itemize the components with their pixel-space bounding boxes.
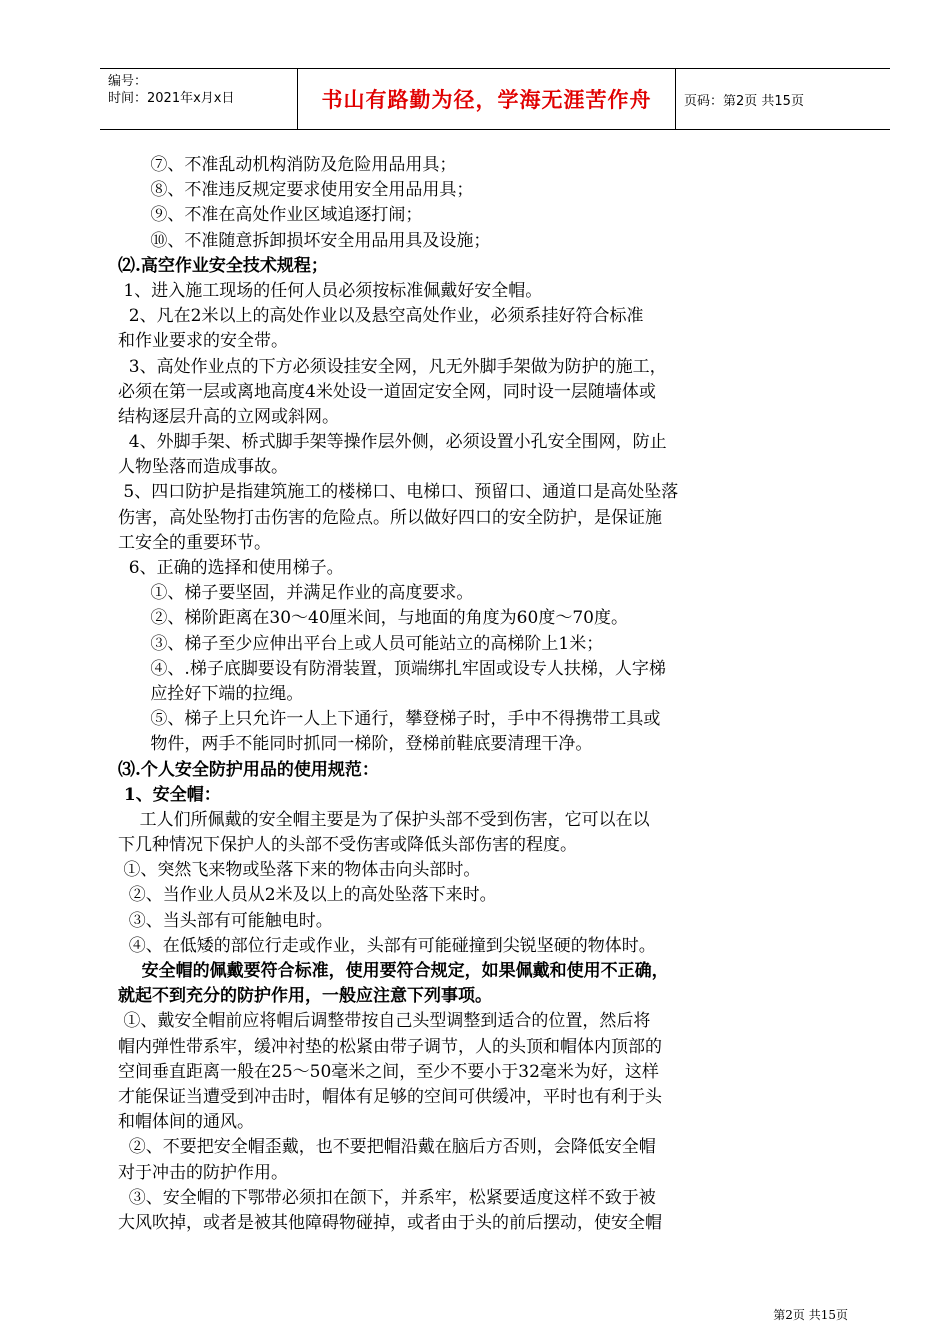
text-line: ⑧、不准违反规定要求使用安全用品用具； (118, 180, 474, 201)
text-line: 6、正确的选择和使用梯子。 (118, 558, 344, 578)
text-line: ②、当作业人员从2米及以上的高处坠落下来时。 (118, 885, 497, 906)
footer-page-number: 第2页 共15页 (773, 1308, 848, 1322)
text-line: 结构逐层升高的立网或斜网。 (118, 406, 339, 427)
text-line: 才能保证当遭受到冲击时，帽体有足够的空间可供缓冲，平时也有利于头 (118, 1086, 662, 1107)
text-line: 必须在第一层或离地高度4米处设一道固定安全网，同时设一层随墙体或 (118, 381, 656, 402)
header-motto: 书山有路勤为径，学海无涯苦作舟 (298, 69, 676, 129)
text-line: ④、.梯子底脚要设有防滑装置，顶端绑扎牢固或设专人扶梯，人字梯 (118, 658, 666, 679)
text-line: ⑩、不准随意拆卸损坏安全用品用具及设施； (118, 230, 491, 251)
text-line: ②、不要把安全帽歪戴，也不要把帽沿戴在脑后方否则，会降低安全帽 (118, 1137, 656, 1158)
text-line: 3、高处作业点的下方必须设挂安全网，凡无外脚手架做为防护的施工， (118, 356, 667, 377)
text-line: 5、四口防护是指建筑施工的楼梯口、电梯口、预留口、通道口是高处坠落 (118, 482, 679, 503)
page-header (100, 68, 890, 130)
number-label: 编号： (108, 74, 148, 89)
text-line: 工人们所佩戴的安全帽主要是为了保护头部不受到伤害，它可以在以 (118, 809, 650, 830)
text-line: ①、戴安全帽前应将帽后调整带按自己头型调整到适合的位置，然后将 (118, 1011, 651, 1032)
text-line: 帽内弹性带系牢，缓冲衬垫的松紧由带子调节，人的头顶和帽体内顶部的 (118, 1036, 662, 1057)
text-line: 大风吹掉，或者是被其他障碍物碰掉，或者由于头的前后摆动，使安全帽 (118, 1212, 662, 1233)
text-line: ①、梯子要坚固，并满足作业的高度要求。 (118, 583, 474, 604)
text-line: 应拴好下端的拉绳。 (118, 683, 304, 704)
text-line: ⑨、不准在高处作业区域追逐打闹； (118, 205, 423, 226)
text-line: 和作业要求的安全带。 (118, 331, 288, 352)
section-heading-line: ⑶.个人安全防护用品的使用规范： (118, 759, 379, 780)
text-line: 物件，两手不能同时抓同一梯阶，登梯前鞋底要清理干净。 (118, 734, 593, 755)
text-line: ②、梯阶距离在30～40厘米间，与地面的角度为60度～70度。 (118, 608, 628, 629)
text-line: ⑦、不准乱动机构消防及危险用品用具； (118, 155, 457, 175)
text-line: 下几种情况下保护人的头部不受伤害或降低头部伤害的程度。 (118, 835, 577, 856)
text-line: ③、梯子至少应伸出平台上或人员可能站立的高梯阶上1米； (118, 633, 604, 654)
text-line: 工安全的重要环节。 (118, 532, 271, 553)
text-line: 对于冲击的防护作用。 (118, 1162, 288, 1183)
text-line: 和帽体间的通风。 (118, 1112, 254, 1133)
text-line: ③、安全帽的下鄂带必须扣在颌下，并系牢，松紧要适度这样不致于被 (118, 1187, 656, 1208)
text-line: 2、凡在2米以上的高处作业以及悬空高处作业，必须系挂好符合标准 (118, 306, 644, 327)
text-line: 空间垂直距离一般在25～50毫米之间，至少不要小于32毫米为好，这样 (118, 1061, 659, 1082)
header-meta (100, 69, 298, 129)
text-line: 人物坠落而造成事故。 (118, 457, 288, 478)
text-line: ④、在低矮的部位行走或作业，头部有可能碰撞到尖锐坚硬的物体时。 (118, 935, 656, 956)
time-label: 时间：2021年x月x日 (108, 91, 235, 106)
section-heading-line: 安全帽的佩戴要符合标准，使用要符合规定，如果佩戴和使用不正确， (118, 961, 669, 981)
section-heading-line: ⑵.高空作业安全技术规程； (118, 255, 328, 276)
section-heading-line: 就起不到充分的防护作用，一般应注意下列事项。 (118, 986, 492, 1007)
text-line: ③、当头部有可能触电时。 (118, 910, 333, 931)
text-line: ①、突然飞来物或坠落下来的物体击向头部时。 (118, 860, 481, 881)
text-line: 4、外脚手架、桥式脚手架等操作层外侧，必须设置小孔安全围网，防止 (118, 432, 667, 453)
text-line: 伤害，高处坠物打击伤害的危险点。所以做好四口的安全防护，是保证施 (118, 507, 662, 528)
text-line: 1、进入施工现场的任何人员必须按标准佩戴好安全帽。 (118, 280, 543, 301)
text-line: ⑤、梯子上只允许一人上下通行，攀登梯子时，手中不得携带工具或 (118, 709, 661, 730)
header-page-label: 页码：第2页 共15页 (684, 93, 804, 109)
document-body (118, 153, 850, 1236)
section-heading-line: 1、安全帽： (118, 784, 221, 805)
